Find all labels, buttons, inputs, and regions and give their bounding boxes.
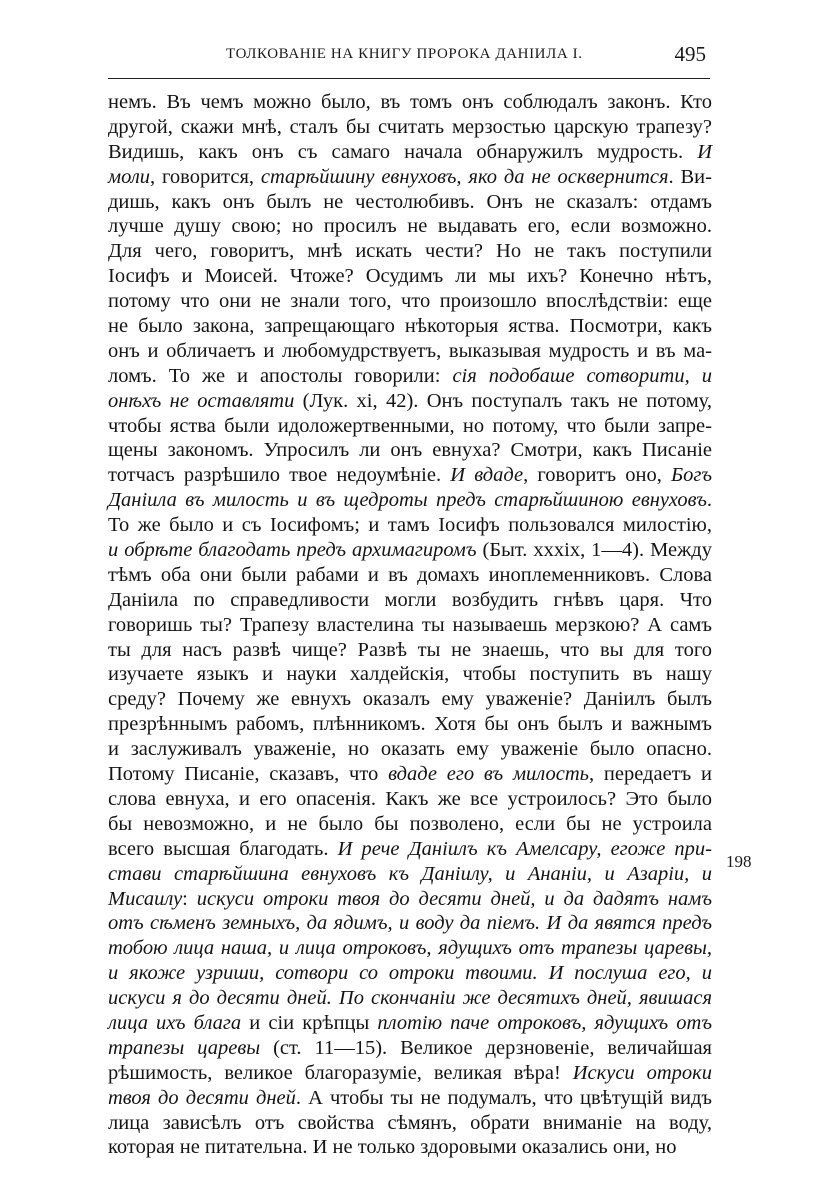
text-line [108, 438, 712, 463]
text-line [108, 289, 712, 314]
italic-quote-segment: И вдаде [450, 464, 524, 487]
text-line [108, 1061, 712, 1086]
text-line [108, 214, 712, 239]
text-segment: и заслуживалъ уваженіе, но оказать ему уваженіе было опасно. [108, 738, 712, 761]
text-line [108, 389, 712, 414]
text-segment: лучше душу свою; но просилъ не выдавать его, если возможно. [108, 215, 712, 238]
text-line [108, 936, 712, 961]
italic-quote-segment: стави старѣйшина евнуховъ къ Даніилу, и Ананіи, и Азаріи, и [108, 862, 712, 885]
italic-quote-segment: Богъ [671, 464, 713, 487]
text-line [108, 588, 712, 613]
page-number: 495 [674, 42, 706, 66]
text-line [108, 687, 712, 712]
italic-quote-segment: сія подобаше сотворити, и [452, 364, 712, 387]
text-segment: не было закона, запрещающаго нѣкоторыя яства. Посмотри, какъ [108, 315, 712, 338]
text-line [108, 613, 712, 638]
text-line [108, 190, 712, 215]
text-segment: ломъ. То же и апостолы говорили: [108, 364, 453, 387]
text-segment: слова евнуха, и его опасенія. Какъ же все устроилось? Это было [108, 787, 712, 810]
text-segment: щены закономъ. Упросилъ ли онъ евнуха? Смотри, какъ Писаніе [108, 439, 712, 462]
italic-quote-segment: Искуси отроки [572, 1061, 712, 1084]
text-line [108, 737, 712, 762]
text-segment: онъ и обличаетъ и любомудрствуетъ, выказывая мудрость и въ ма- [108, 339, 712, 362]
text-segment: (Лук. xi, 42). Онъ поступалъ такъ не потому, [294, 389, 712, 412]
text-segment: (Быт. xxxix, 1—4). Между [476, 539, 712, 562]
text-line [108, 563, 712, 588]
text-segment: тотчасъ разрѣшило твое недоумѣніе. [108, 464, 451, 487]
text-line [108, 1036, 712, 1061]
italic-quote-segment: Мисаилу [108, 887, 183, 910]
text-segment: , говоритъ оно, [523, 464, 672, 487]
text-line [108, 339, 712, 364]
text-segment: Потому Писаніе, сказавъ, что [108, 763, 389, 786]
text-segment: среду? Почему же евнухъ оказалъ ему уваженіе? Даніилъ былъ [108, 688, 712, 711]
body-text [108, 90, 712, 1160]
italic-quote-segment: трапезы царевы [108, 1036, 261, 1059]
text-line [108, 314, 712, 339]
text-segment: лица зависѣлъ отъ свойства сѣмянъ, обрати вниманіе на воду, [108, 1111, 712, 1134]
text-line [108, 90, 712, 115]
italic-quote-segment: Даніила въ милость и въ щедроты предъ старѣйшиною евнуховъ [108, 489, 707, 512]
text-segment: которая не питательна. И не только здоровыми оказались они, но [108, 1136, 677, 1159]
italic-quote-segment: твоя до десяти дней [108, 1086, 296, 1109]
text-segment: . Ви- [668, 165, 712, 188]
text-segment: изучаете языкъ и науки халдейскія, чтобы поступить въ нашу [108, 663, 712, 686]
italic-quote-segment: искуси отроки твоя до десяти дней, и да дадятъ намъ [196, 887, 712, 910]
text-line [108, 638, 712, 663]
text-line [108, 463, 712, 488]
text-line [108, 862, 712, 887]
margin-note: 198 [726, 852, 752, 871]
text-line [108, 887, 712, 912]
text-segment: Видишь, какъ онъ съ самаго начала обнаружилъ мудрость. [108, 140, 698, 163]
text-segment: всего высшая благодать. [108, 837, 338, 860]
text-line [108, 762, 712, 787]
text-segment: другой, скажи мнѣ, сталъ бы считать мерзостью царскую трапезу? [108, 115, 712, 138]
text-segment: . А чтобы ты не подумалъ, что цвѣтущій видъ [295, 1086, 713, 1109]
text-segment: Даніила по справедливости могли возбудить гнѣвъ царя. Что [108, 588, 712, 611]
text-line [108, 488, 712, 513]
text-line [108, 787, 712, 812]
text-segment: . [706, 489, 712, 512]
text-segment: потому что они не знали того, что произошло впослѣдствіи: еще [108, 290, 712, 313]
text-line [108, 961, 712, 986]
text-segment: (ст. 11—15). Великое дерзновеніе, величайшая [260, 1036, 712, 1059]
text-line [108, 662, 712, 687]
text-segment: презрѣннымъ рабомъ, плѣнникомъ. Хотя бы онъ былъ и важнымъ [108, 713, 712, 736]
text-line [108, 812, 712, 837]
text-segment: То же было и съ Іосифомъ; и тамъ Іосифъ пользовался милостію, [108, 514, 712, 537]
italic-quote-segment: и якоже узриши, сотвори со отроки твоими. И послуша его, и [108, 962, 712, 985]
italic-quote-segment: моли [108, 165, 151, 188]
text-line [108, 513, 712, 538]
text-segment: немъ. Въ чемъ можно было, въ томъ онъ соблюдалъ законъ. Кто [108, 91, 712, 113]
text-segment: рѣшимость, великое благоразуміе, великая вѣра! [108, 1061, 573, 1084]
text-line [108, 115, 712, 140]
text-segment: : [182, 887, 197, 910]
text-line [108, 1135, 712, 1160]
italic-quote-segment: плотію паче отроковъ, ядущихъ отъ [377, 1011, 713, 1034]
text-segment: чтобы яства были идоложертвенными, но потому, что были запре- [108, 414, 712, 437]
text-line [108, 911, 712, 936]
italic-quote-segment: онѣхъ не оставляти [108, 389, 295, 412]
italic-quote-segment: И рече Даніилъ къ Амелсару, егоже при- [337, 837, 713, 860]
text-segment: и сіи крѣпцы [241, 1011, 378, 1034]
text-line [108, 1111, 712, 1136]
italic-quote-segment: тобою лица наша, и лица отроковъ, ядущихъ отъ трапезы царевы, [108, 937, 712, 960]
text-line [108, 1011, 712, 1036]
text-line [108, 414, 712, 439]
text-line [108, 165, 712, 190]
text-segment: Іосифъ и Моисей. Чтоже? Осудимъ ли мы ихъ? Конечно нѣтъ, [108, 265, 712, 288]
text-segment: бы невозможно, и не было бы позволено, если бы не устроила [108, 812, 712, 835]
text-line [108, 364, 712, 389]
italic-quote-segment: лица ихъ блага [108, 1011, 242, 1034]
text-line [108, 712, 712, 737]
text-line [108, 837, 712, 862]
text-line [108, 140, 712, 165]
italic-quote-segment: и обрѣте благодать предъ архимагиромъ [108, 539, 477, 562]
text-line [108, 986, 712, 1011]
text-segment: ты для насъ развѣ чище? Развѣ ты не знаешь, что вы для того [108, 638, 712, 661]
italic-quote-segment: искуси я до десяти дней. По скончаніи же десятихъ дней, явишася [108, 987, 712, 1010]
text-line [108, 1086, 712, 1111]
text-segment: тѣмъ оба они были рабами и въ домахъ иноплеменниковъ. Слова [108, 563, 712, 586]
text-segment: говоришь ты? Трапезу властелина ты называешь мерзкою? А самъ [108, 613, 712, 636]
text-line [108, 264, 712, 289]
italic-quote-segment: И [697, 140, 712, 163]
text-segment: Для чего, говоритъ, мнѣ искать чести? Но не такъ поступили [108, 240, 712, 263]
running-title: ТОЛКОВАНІЕ НА КНИГУ ПРОРОКА ДАНІИЛА І. [226, 46, 583, 62]
text-segment: дишь, какъ онъ былъ не честолюбивъ. Онъ не сказалъ: отдамъ [108, 190, 712, 213]
italic-quote-segment: старѣйшину евнуховъ, яко да не осквернится [260, 165, 669, 188]
italic-quote-segment: вдаде его въ милость [388, 763, 589, 786]
italic-quote-segment: отъ сѣменъ земныхъ, да ядимъ, и воду да піемъ. И да явятся предъ [108, 912, 712, 935]
text-line [108, 239, 712, 264]
text-segment: , говорится, [150, 165, 261, 188]
text-segment: , передаетъ и [588, 763, 713, 786]
running-header [108, 38, 710, 79]
text-line [108, 538, 712, 563]
